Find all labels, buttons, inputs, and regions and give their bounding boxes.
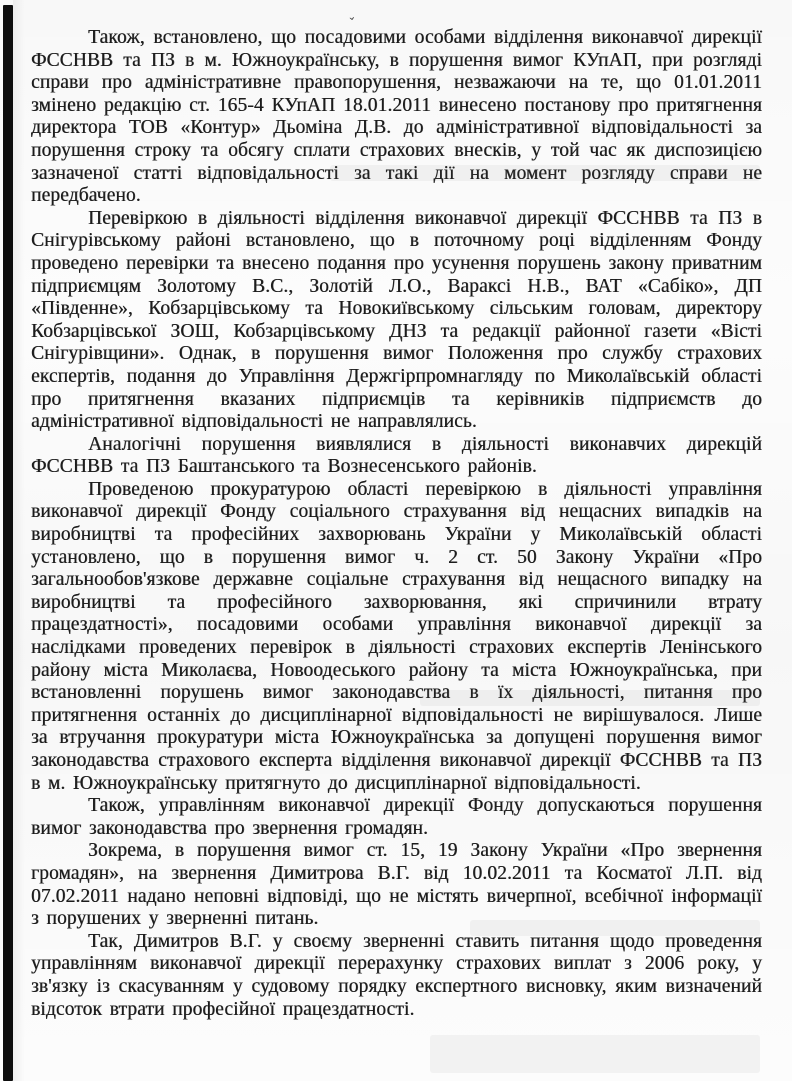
paragraph: Перевіркою в діяльності відділення виконавчої дирекції ФССНВВ та ПЗ в Снігурівському районі встановлено, що в поточному році відділенням Фонду проведено перевірки та внесено подання про усунення порушень закону приватним підприємцям Золотому В.С., Золотій Л.О., Вараксі Н.В., ВАТ «Сабіко», ДП «Південне», Кобзарцівському та Новокиївському сільським головам, директору Кобзарцівської ЗОШ, Кобзарцівському ДНЗ та редакції районної газети «Вісті Снігурівщини». Однак, в порушення вимог Положення про службу страхових експертів, подання до Управління Держгірпромнагляду по Миколаївській області про притягнення вказаних підприємців та керівників підприємств до адміністративної відповідальності не направлялись. [31,207,762,433]
paragraph: Аналогічні порушення виявлялися в діяльності виконавчих дирекцій ФССНВВ та ПЗ Баштанського та Вознесенського районів. [31,433,762,478]
document-text-block [31,27,762,1021]
paragraph: Зокрема, в порушення вимог ст. 15, 19 Закону України «Про звернення громадян», на звернення Димитрова В.Г. від 10.02.2011 та Косматої Л.П. від 07.02.2011 надано неповні відповіді, що не містять вичерпної, всебічної інформації з порушених у зверненні питань. [31,840,762,930]
scan-edge-bar [3,5,13,1081]
scan-edge-shade [13,0,25,1081]
scan-smudge [430,1035,760,1073]
paragraph: Так, Димитров В.Г. у своєму зверненні ставить питання щодо проведення управлінням виконавчої дирекції перерахунку страхових виплат з 2006 року, у зв'язку із скасуванням у судовому порядку експертного висновку, яким визначений відсоток втрати професійної працездатності. [31,930,762,1020]
paragraph: Проведеною прокуратурою області перевіркою в діяльності управління виконавчої дирекції Фонду соціального страхування від нещасних випадків на виробництві та професійних захворювань України у Миколаївській області установлено, що в порушення вимог ч. 2 ст. 50 Закону України «Про загальнообов'язкове державне соціальне страхування від нещасного випадку на виробництві та професійного захворювання, які спричинили втрату працездатності», посадовими особами управління виконавчої дирекції за наслідками проведених перевірок в діяльності страхових експертів Ленінського району міста Миколаєва, Новоодеського району та міста Южноукраїнська, при встановленні порушень вимог законодавства в їх діяльності, питання про притягнення останніх до дисциплінарної відповідальності не вирішувалося. Лише за втручання прокуратури міста Южноукраїнська за допущені порушення вимог законодавства страхового експерта відділення виконавчої дирекції ФССНВВ та ПЗ в м. Южноукраїнську притягнуто до дисциплінарної відповідальності. [31,478,762,794]
paragraph: Також, управлінням виконавчої дирекції Фонду допускаються порушення вимог законодавства про звернення громадян. [31,795,762,839]
scan-stray-mark: ˇ [347,15,358,31]
paragraph: Також, встановлено, що посадовими особами відділення виконавчої дирекції ФССНВВ та ПЗ в м. Южноукраїнську, в порушення вимог КУпАП, при розгляді справи про адміністративне правопорушення, незважаючи на те, що 01.01.2011 змінено редакцію ст. 165-4 КУпАП 18.01.2011 винесено постанову про притягнення директора ТОВ «Контур» Дьоміна Д.В. до адміністративної відповідальності за порушення строку та обсягу сплати страхових внесків, у той час як диспозицією зазначеної статті відповідальності за такі дії на момент розгляду справи не передбачено. [31,27,762,207]
